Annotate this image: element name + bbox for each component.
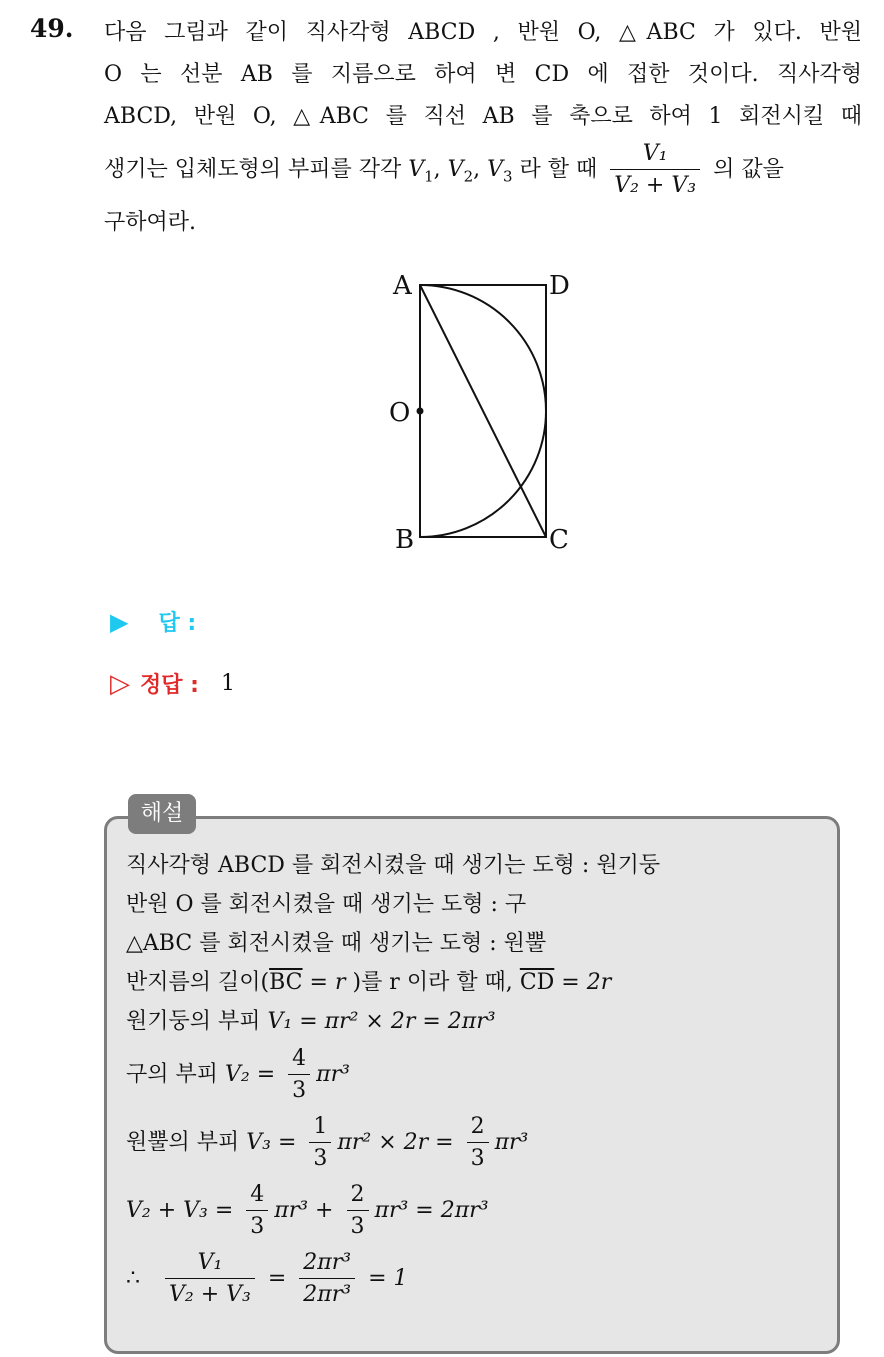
- fraction-result: $\frac{\text{2πr³}}{\text{2πr³}}$: [299, 1252, 355, 1306]
- problem-line-1: 다음 그림과 같이 직사각형 ABCD , 반원 O, △ABC 가 있다. 반원: [104, 20, 862, 45]
- label-o: O: [389, 398, 411, 428]
- problem-line-2: O 는 선분 AB 를 지름으로 하여 변 CD 에 접한 것이다. 직사각형: [104, 62, 862, 87]
- problem-line-5: 구하여라.: [104, 210, 197, 235]
- answer-row: [110, 606, 196, 637]
- problem-statement: [104, 12, 862, 244]
- fraction-4-3-b: $\frac{4}{3}$: [246, 1184, 268, 1238]
- label-c: C: [549, 525, 569, 555]
- problem-line-3: ABCD, 반원 O, △ABC 를 직선 AB 를 축으로 하여 1 회전시킬 때: [104, 104, 862, 129]
- solution-line-6: 구의 부피 V₂ = $\frac{4}{3}$ πr³: [126, 1046, 350, 1103]
- center-point-o: [417, 408, 424, 415]
- var-v1: $V_1$: [408, 157, 434, 186]
- solution-line-4: 반지름의 길이($\overline{BC} = r$ )를 r 이라 할 때, $\overline{CD} = 2r$: [126, 970, 612, 995]
- segment-bc: $\overline{BC}$: [269, 970, 303, 995]
- problem-number: 49.: [30, 14, 74, 43]
- therefore-symbol: ∴: [126, 1266, 140, 1291]
- correct-answer-row: [110, 668, 235, 699]
- label-d: D: [549, 271, 570, 301]
- fraction-4-3: $\frac{4}{3}$: [288, 1048, 310, 1102]
- problem-line-4-mid: 라 할 때: [519, 157, 598, 182]
- var-v3: $V_3$: [487, 157, 513, 186]
- solution-content: [126, 846, 826, 1313]
- solution-line-1: 직사각형 ABCD 를 회전시켰을 때 생기는 도형 : 원기둥: [126, 853, 661, 878]
- solution-line-3: △ABC 를 회전시켰을 때 생기는 도형 : 원뿔: [126, 931, 547, 956]
- solution-line-9: ∴ $\frac{\text{V₁}}{\text{V₂ + V₃}}$ = $\frac{\text{2πr³}}{\text{2πr³}}$ = 1: [126, 1250, 408, 1307]
- label-b: B: [395, 525, 415, 555]
- fraction-1-3: $\frac{1}{3}$: [309, 1116, 331, 1170]
- correct-answer-value: 1: [220, 671, 235, 696]
- ratio-fraction: $\frac{\text{V₁}}{\text{V₂ + V₃}}$: [610, 143, 700, 197]
- geometry-figure: [385, 266, 585, 556]
- var-v2: $V_2$: [447, 157, 474, 186]
- problem-line-4-pre: 생기는 입체도형의 부피를 각각: [104, 157, 402, 182]
- problem-line-4-post: 의 값을: [713, 157, 784, 182]
- fraction-ratio: $\frac{\text{V₁}}{\text{V₂ + V₃}}$: [165, 1252, 255, 1306]
- problem-line-4: 생기는 입체도형의 부피를 각각 $V_1$, $V_2$, $V_3$ 라 할 때 $\frac{\text{V₁}}{\text{V₂ + V₃}}$ 의 값을: [104, 141, 784, 198]
- solution-line-7: 원뿔의 부피 V₃ = $\frac{1}{3}$ πr² × 2r = $\frac{2}{3}$ πr³: [126, 1114, 529, 1171]
- solid-triangle-icon: ▶: [110, 607, 129, 636]
- solution-line-8: V₂ + V₃ = $\frac{4}{3}$ πr³ + $\frac{2}{3}$ πr³ = 2πr³: [126, 1182, 489, 1239]
- answer-label: 답 :: [158, 611, 197, 636]
- fraction-2-3: $\frac{2}{3}$: [467, 1116, 489, 1170]
- solution-line-2: 반원 O 를 회전시켰을 때 생기는 도형 : 구: [126, 892, 527, 917]
- solution-line-5: 원기둥의 부피 V₁ = πr² × 2r = 2πr³: [126, 1009, 496, 1034]
- diagonal-ac: [420, 285, 546, 537]
- correct-answer-label: 정답 :: [140, 673, 199, 698]
- solution-tag: 해설: [128, 794, 196, 834]
- segment-cd: $\overline{CD}$: [519, 970, 555, 995]
- outline-triangle-icon: ▷: [110, 668, 130, 699]
- label-a: A: [393, 271, 412, 301]
- fraction-2-3-b: $\frac{2}{3}$: [347, 1184, 369, 1238]
